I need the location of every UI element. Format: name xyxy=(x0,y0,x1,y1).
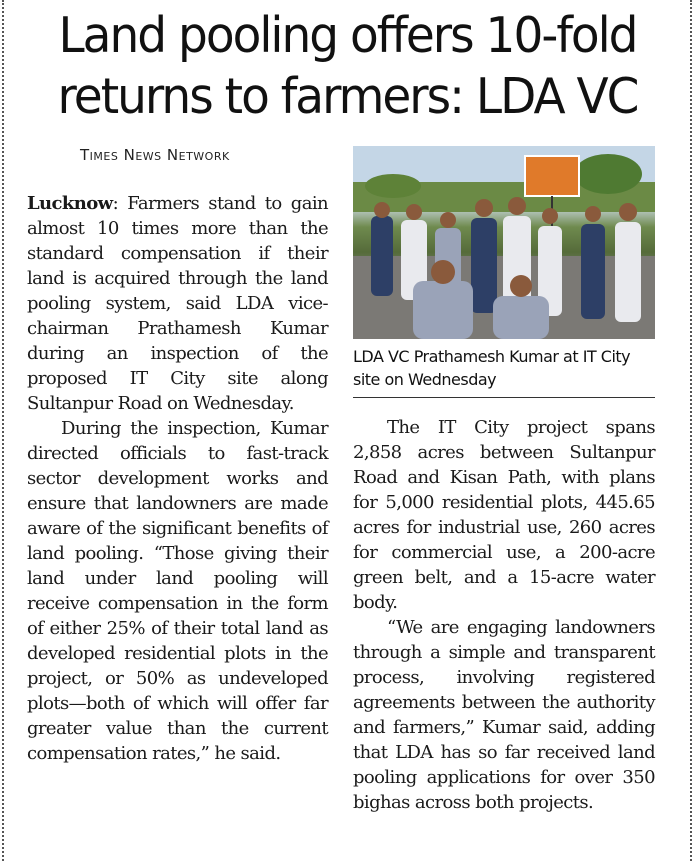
page-border-left xyxy=(2,0,4,861)
paragraph-1 xyxy=(27,191,328,416)
dateline: Lucknow xyxy=(27,193,113,214)
byline: Times News Network xyxy=(80,146,230,164)
page-border-right xyxy=(690,0,692,861)
caption-divider xyxy=(353,397,655,398)
paragraph-3: The IT City project spans 2,858 acres between Sultanpur Road and Kisan Path, with plans for 5,000 residential plots, 445.65 acres for industrial use, 260 acres for commercial use, a 200-acre green belt, and a 15-acre water body. xyxy=(353,417,655,613)
headline-line-2: returns to farmers: LDA VC xyxy=(57,67,638,126)
paragraph-1-text: : Farmers stand to gain almost 10 times more than the standard compensation if their land is acquired through the land pooling system, said LDA vice-chairman Prathamesh Kumar during an inspection of the proposed IT City site along Sultanpur Road on Wednesday. xyxy=(27,193,328,414)
column-left xyxy=(27,191,328,766)
news-photo xyxy=(353,146,655,339)
column-right xyxy=(353,415,655,815)
paragraph-2: During the inspection, Kumar directed officials to fast-track sector development works and ensure that landowners are made aware of the significant benefits of land pooling. “Those giving their land under land pooling will receive compensation in the form of either 25% of their total land as developed residential plots in the project, or 50% as undeveloped plots—both of which will offer far greater value than the current compensation rates,” he said. xyxy=(27,418,328,764)
headline-line-1: Land pooling offers 10-fold xyxy=(58,7,637,65)
photo-caption: LDA VC Prathamesh Kumar at IT City site on Wednesday xyxy=(353,347,631,389)
headline xyxy=(18,6,677,128)
paragraph-4: “We are engaging landowners through a simple and transparent process, involving registered agreements between the authority and farmers,” Kumar said, adding that LDA has so far received land pooling applications for over 350 bighas across both projects. xyxy=(353,617,655,813)
